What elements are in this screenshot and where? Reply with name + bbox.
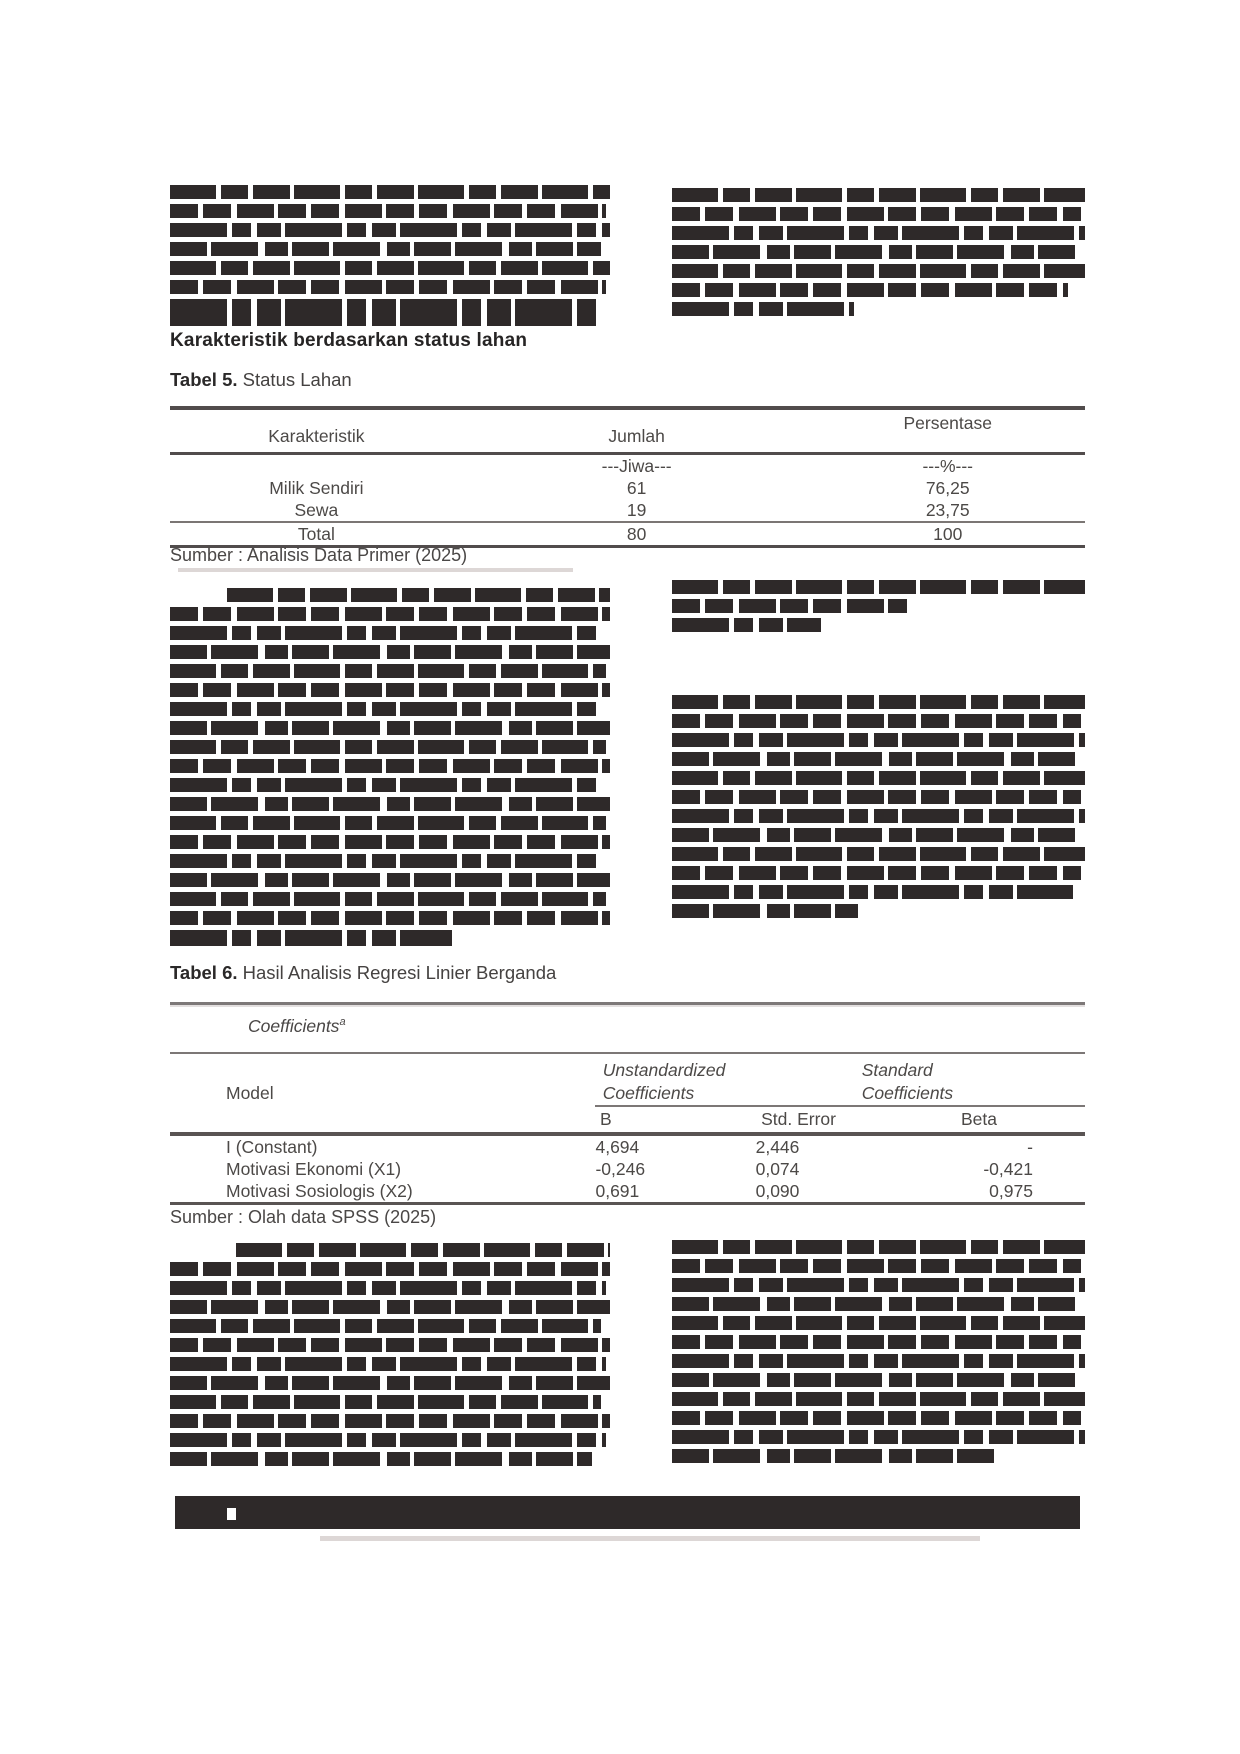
redacted-line	[170, 204, 606, 218]
cell: 76,25	[925, 477, 970, 498]
redacted-line	[672, 1240, 1085, 1254]
redacted-line	[672, 752, 1077, 766]
redacted-paragraph	[672, 1240, 1085, 1468]
table6-caption-label: Tabel 6.	[170, 962, 238, 983]
table6-subtitle-text: Coefficients	[248, 1016, 340, 1036]
redacted-line	[672, 1392, 1085, 1406]
redacted-line	[672, 733, 1085, 747]
redaction-footer-bar	[175, 1496, 1080, 1529]
redacted-line	[672, 847, 1085, 861]
cell: 0,074	[755, 1158, 800, 1179]
unit-row	[170, 455, 1085, 477]
redacted-line	[170, 740, 606, 754]
cell: Motivasi Sosiologis (X2)	[226, 1180, 413, 1201]
redacted-line	[672, 866, 1081, 880]
redacted-line	[170, 1357, 606, 1371]
table-row	[170, 499, 1085, 521]
cell: 23,75	[925, 499, 970, 520]
redacted-line	[170, 1319, 601, 1333]
cell: 19	[626, 499, 647, 520]
redacted-line	[672, 1354, 1085, 1368]
column-header: Jumlah	[608, 426, 665, 446]
cell: 80	[626, 523, 647, 544]
redacted-line	[672, 188, 1085, 202]
model-header: Model	[226, 1083, 274, 1103]
redacted-line	[672, 885, 1073, 899]
table-row	[170, 477, 1085, 499]
table5	[170, 406, 1085, 548]
redacted-line	[170, 261, 610, 275]
redacted-line	[170, 759, 610, 773]
redacted-line	[170, 223, 610, 237]
table6	[170, 1002, 1085, 1205]
redacted-line	[236, 1243, 610, 1257]
group-header-standard: Standard Coefficients	[861, 1060, 954, 1104]
redacted-line	[170, 1281, 606, 1295]
group-header-unstandardized: Unstandardized Coefficients	[602, 1060, 726, 1104]
cell: -0,246	[595, 1158, 646, 1179]
total-row	[170, 521, 1085, 548]
table6-caption-title: Hasil Analisis Regresi Linier Berganda	[237, 962, 557, 983]
redacted-line	[672, 790, 1081, 804]
table6-sub-rule	[595, 1105, 1085, 1107]
table6-subtitle	[170, 1007, 1085, 1052]
redacted-line	[672, 1335, 1081, 1349]
redacted-line	[672, 809, 1085, 823]
redacted-line	[672, 580, 1085, 594]
cell: -0,421	[983, 1158, 1033, 1179]
redacted-line	[672, 1411, 1081, 1425]
redacted-line	[170, 1414, 610, 1428]
redacted-line	[170, 854, 601, 868]
redacted-paragraph	[672, 695, 1085, 923]
cell: 0,691	[595, 1180, 640, 1201]
redacted-line	[672, 1297, 1077, 1311]
redacted-line	[672, 245, 1077, 259]
redacted-line	[170, 607, 610, 621]
redacted-line	[170, 1262, 610, 1276]
redacted-line	[672, 618, 821, 632]
redacted-line	[170, 1338, 610, 1352]
redacted-line	[170, 664, 606, 678]
table5-caption-label: Tabel 5.	[170, 369, 238, 390]
redacted-line	[170, 873, 610, 887]
scan-artifact	[227, 1508, 236, 1520]
column-header: Persentase	[903, 413, 992, 433]
redacted-line	[170, 242, 601, 256]
redacted-line	[170, 797, 610, 811]
redacted-line	[170, 280, 606, 294]
redacted-line	[672, 828, 1077, 842]
redacted-line	[672, 771, 1085, 785]
redacted-line	[672, 599, 907, 613]
unit-cell: ---%---	[922, 455, 973, 476]
cell: Motivasi Ekonomi (X1)	[226, 1158, 402, 1179]
table6-bottom-rule	[170, 1202, 1085, 1205]
redacted-line	[170, 1452, 592, 1466]
column-header: Karakteristik	[268, 426, 365, 446]
redacted-line	[672, 1316, 1085, 1330]
redacted-line	[170, 1433, 606, 1447]
redacted-line	[170, 645, 610, 659]
redacted-paragraph	[170, 588, 610, 951]
cell: Sewa	[294, 499, 339, 520]
table5-caption-title: Status Lahan	[237, 369, 352, 390]
redacted-paragraph	[170, 1243, 610, 1471]
cell: -	[1027, 1136, 1033, 1157]
redacted-paragraph	[170, 185, 610, 331]
sub-header-beta: Beta	[961, 1109, 997, 1129]
redacted-line	[170, 702, 601, 716]
redacted-paragraph	[672, 188, 1085, 321]
cell: 2,446	[755, 1136, 800, 1157]
redacted-line	[672, 1449, 994, 1463]
redacted-line	[672, 302, 854, 316]
redacted-paragraph	[672, 580, 1085, 637]
redacted-line	[170, 892, 606, 906]
sub-header-std-error: Std. Error	[761, 1109, 836, 1129]
redacted-line	[227, 588, 610, 602]
sub-header-b: B	[600, 1109, 612, 1129]
redacted-line	[170, 816, 606, 830]
table6-source: Sumber : Olah data SPSS (2025)	[170, 1207, 437, 1227]
redacted-line	[170, 930, 452, 946]
scan-artifact	[320, 1536, 980, 1541]
table5-header-row	[170, 406, 1085, 455]
redacted-line	[672, 207, 1081, 221]
cell: 61	[626, 477, 647, 498]
redacted-line	[672, 1259, 1081, 1273]
cell: I (Constant)	[226, 1136, 318, 1157]
scan-artifact	[178, 568, 573, 572]
table6-subtitle-superscript: a	[339, 1016, 346, 1029]
redacted-line	[170, 299, 597, 326]
redacted-line	[672, 1373, 1077, 1387]
redacted-line	[170, 626, 601, 640]
redacted-line	[672, 283, 1068, 297]
table6-row	[170, 1180, 1085, 1202]
cell: 0,090	[755, 1180, 800, 1201]
table5-caption	[170, 369, 352, 391]
cell: Total	[297, 523, 335, 544]
redacted-line	[170, 911, 610, 925]
cell: 0,975	[989, 1180, 1033, 1201]
redacted-line	[672, 695, 1085, 709]
table6-row	[170, 1158, 1085, 1180]
unit-cell: ---Jiwa---	[601, 455, 672, 476]
redacted-line	[672, 1278, 1085, 1292]
redacted-line	[170, 778, 601, 792]
cell: 100	[933, 523, 963, 544]
section-heading: Karakteristik berdasarkan status lahan	[170, 330, 528, 351]
redacted-line	[672, 264, 1085, 278]
redacted-line	[672, 714, 1081, 728]
redacted-line	[170, 721, 610, 735]
table6-row	[170, 1136, 1085, 1158]
redacted-line	[672, 226, 1085, 240]
cell: 4,694	[595, 1136, 640, 1157]
redacted-line	[170, 683, 610, 697]
table6-header	[170, 1052, 1085, 1136]
table5-source: Sumber : Analisis Data Primer (2025)	[170, 545, 468, 565]
redacted-line	[170, 1376, 610, 1390]
redacted-line	[170, 1395, 601, 1409]
redacted-line	[170, 835, 610, 849]
redacted-line	[672, 1430, 1085, 1444]
table6-caption	[170, 962, 556, 984]
redacted-line	[672, 904, 858, 918]
redacted-line	[170, 1300, 610, 1314]
cell: Milik Sendiri	[269, 477, 364, 498]
redacted-line	[170, 185, 610, 199]
